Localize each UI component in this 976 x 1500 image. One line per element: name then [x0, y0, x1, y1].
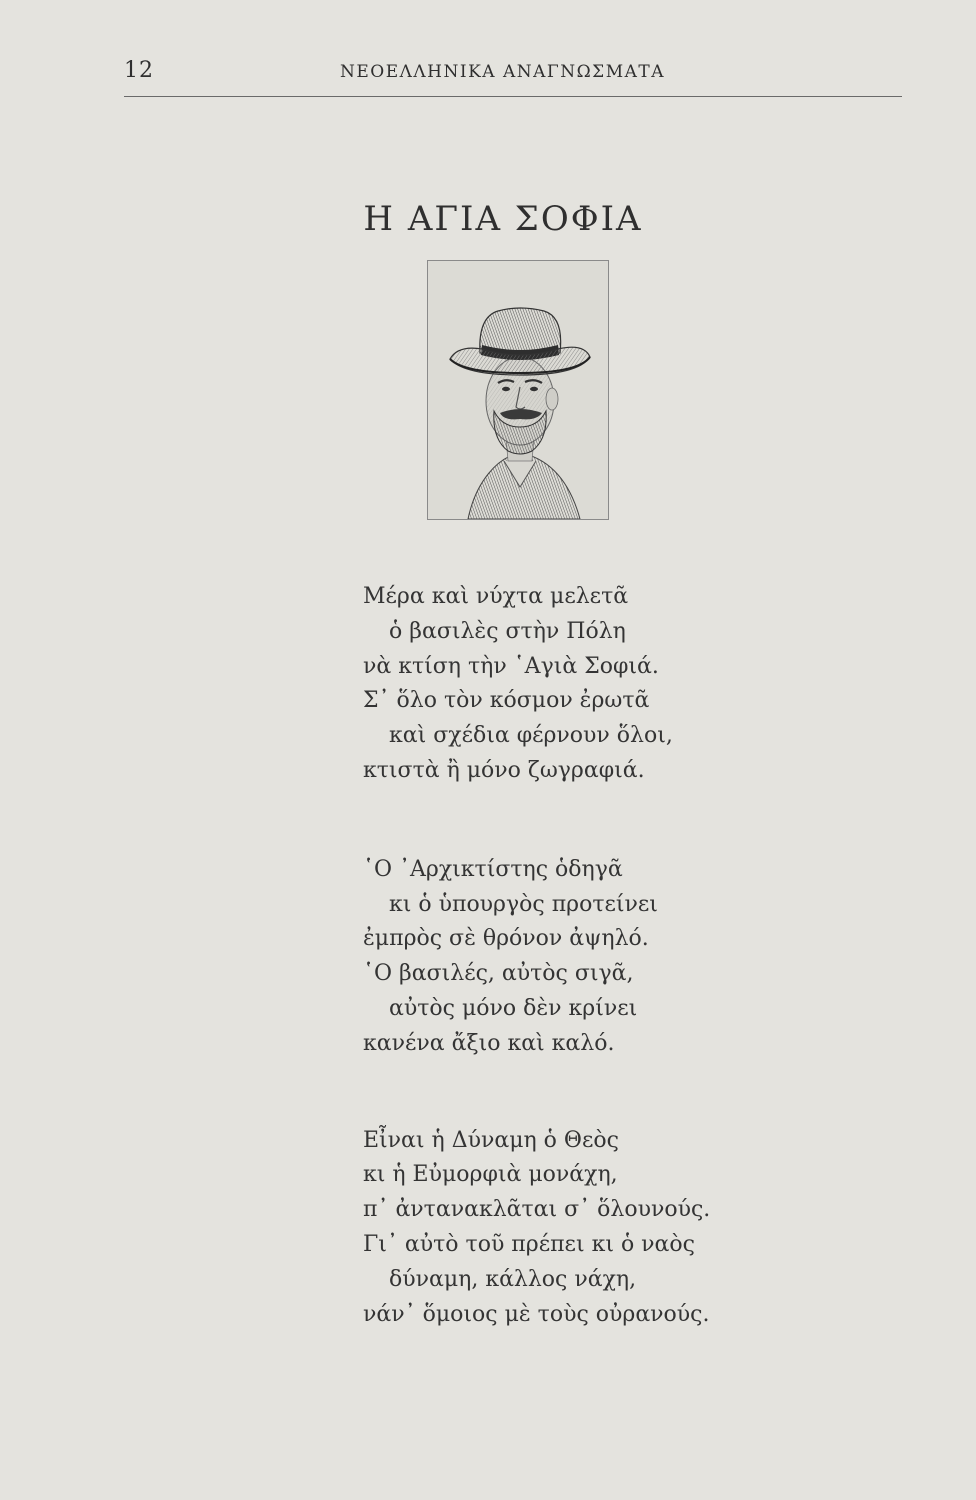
verse-line: Μέρα καὶ νύχτα μελετᾶ	[363, 584, 629, 609]
running-title: ΝΕΟΕΛΛΗΝΙΚΑ ΑΝΑΓΝΩΣΜΑΤΑ	[340, 62, 665, 82]
stanza-3	[363, 1124, 710, 1333]
portrait-engraving	[428, 261, 608, 519]
verse-line: Γι᾽ αὐτὸ τοῦ πρέπει κι ὁ ναὸς	[363, 1231, 695, 1257]
author-portrait	[427, 260, 609, 520]
verse-line: νὰ κτίση τὴν ῾Αγιὰ Σοφιά.	[363, 653, 659, 679]
verse-line: ὁ βασιλὲς στὴν Πόλη	[389, 618, 626, 644]
verse-line: ῾Ο βασιλές, αὐτὸς σιγᾶ,	[363, 961, 634, 987]
verse-line: κανένα ἄξιο καὶ καλό.	[363, 1030, 615, 1056]
stanza-2	[363, 853, 710, 1062]
verse-line: κι ὁ ὑπουργὸς προτείνει	[389, 891, 658, 917]
verse-line: ἐμπρὸς σὲ θρόνον ἀψηλό.	[363, 926, 649, 952]
verse-line: δύναμη, κάλλος νάχη,	[389, 1266, 637, 1292]
poem-body	[363, 580, 710, 1332]
page-number: 12	[124, 58, 154, 83]
verse-line: ῾Ο ᾽Αρχικτίστης ὁδηγᾶ	[363, 856, 623, 882]
verse-line: νάν᾽ ὅμοιος μὲ τοὺς οὐρανούς.	[363, 1301, 710, 1327]
stanza-1	[363, 580, 710, 789]
stanza-break	[363, 1062, 710, 1124]
verse-line: αὐτὸς μόνο δὲν κρίνει	[389, 995, 638, 1021]
verse-line: Σ᾽ ὅλο τὸν κόσμον ἐρωτᾶ	[363, 688, 650, 714]
verse-line: κτιστὰ ἢ μόνο ζωγραφιά.	[363, 757, 645, 783]
verse-line: π᾽ ἀντανακλᾶται σ᾽ ὅλουνούς.	[363, 1197, 711, 1223]
verse-line: καὶ σχέδια φέρνουν ὅλοι,	[389, 723, 673, 749]
header-rule	[124, 96, 902, 97]
stanza-break	[363, 789, 710, 853]
verse-line: κι ἡ Εὐμορφιὰ μονάχη,	[363, 1162, 618, 1188]
poem-title: Η ΑΓΙΑ ΣΟΦΙΑ	[363, 198, 643, 239]
verse-line: Εἶναι ἡ Δύναμη ὁ Θεὸς	[363, 1127, 619, 1153]
